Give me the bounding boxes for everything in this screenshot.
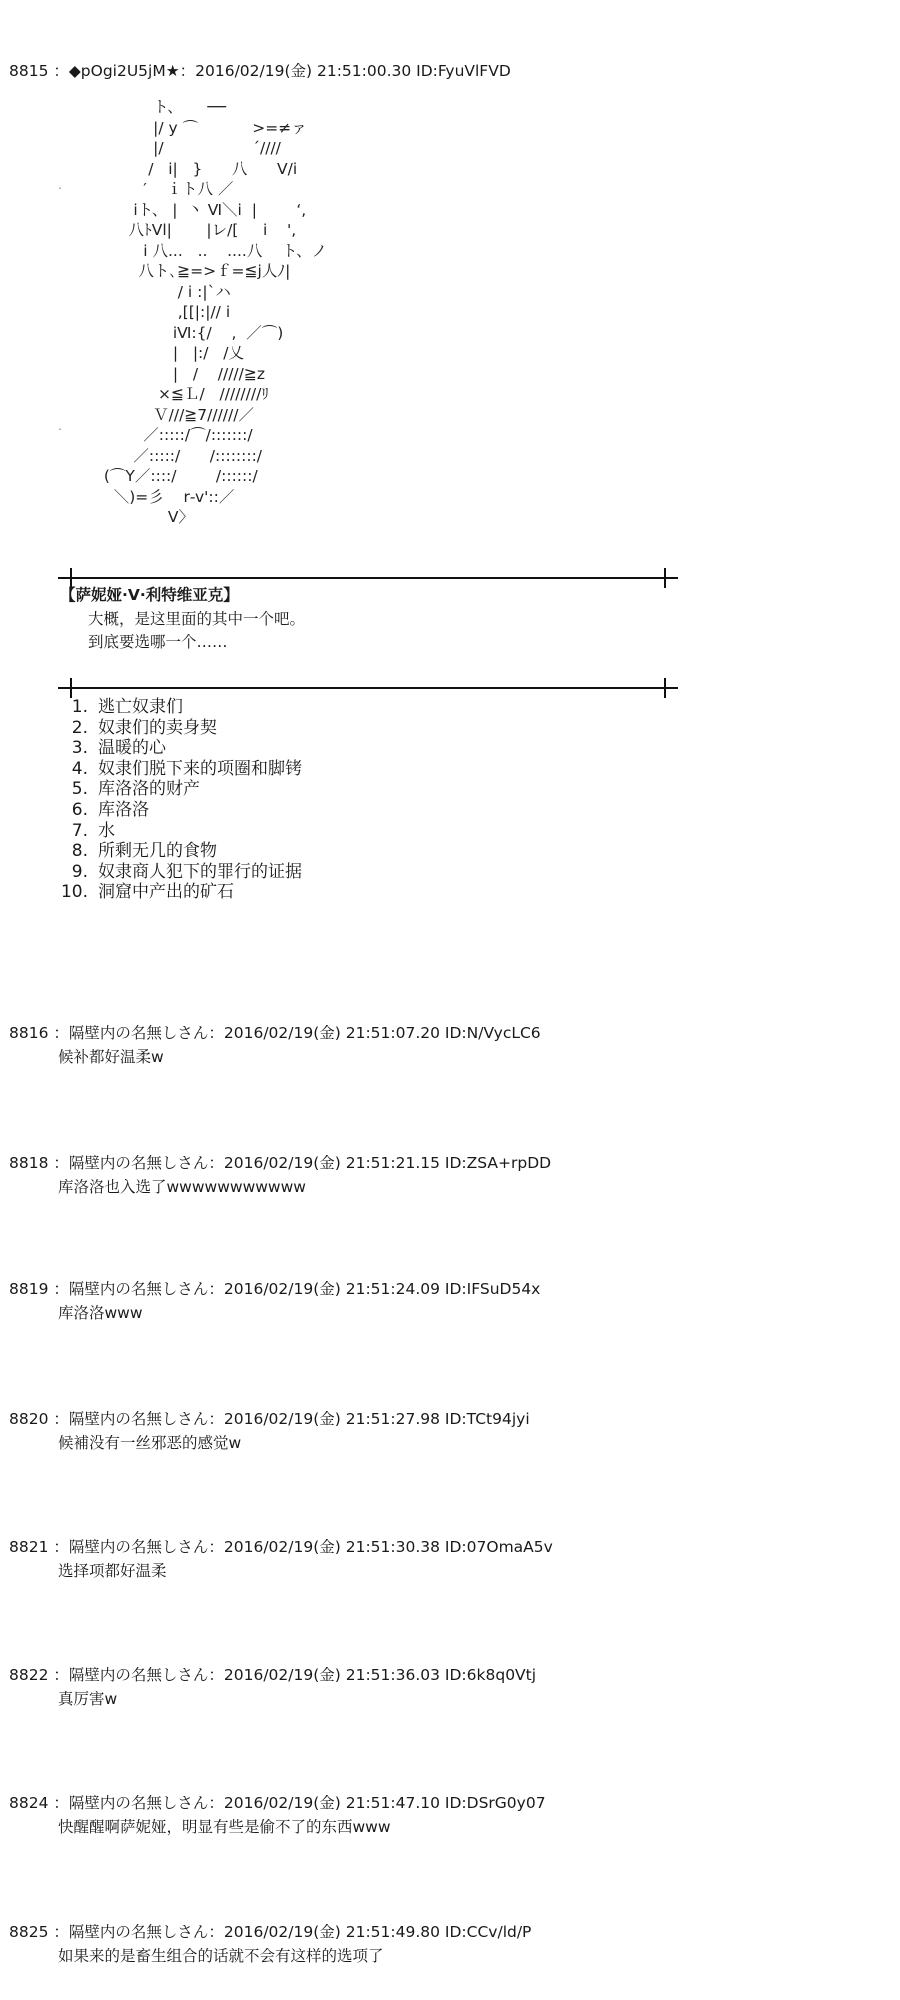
post-header-8821: 8821 ：隔壁内の名無しさん：2016/02/19(金) 21:51:30.38 ID:07OmaA5v bbox=[9, 1538, 553, 1556]
choice-item: 10. 洞窟中产出的矿石 bbox=[60, 882, 234, 903]
post-body-8824: 快醒醒啊萨妮娅，明显有些是偷不了的东西www bbox=[58, 1818, 391, 1836]
stray-dot: . bbox=[58, 419, 62, 433]
stray-dot: . bbox=[58, 178, 62, 192]
post-header-8819: 8819 ：隔壁内の名無しさん：2016/02/19(金) 21:51:24.09 ID:IFSuD54x bbox=[9, 1280, 541, 1298]
choice-item: 6. 库洛洛 bbox=[71, 799, 149, 820]
post-body-8816: 候补都好温柔w bbox=[58, 1048, 164, 1066]
post-body-8819: 库洛洛www bbox=[58, 1304, 143, 1322]
post-header-8822: 8822 ：隔壁内の名無しさん：2016/02/19(金) 21:51:36.03 ID:6k8q0Vtj bbox=[9, 1666, 537, 1684]
choice-item: 1. 逃亡奴隶们 bbox=[71, 697, 183, 717]
post-header-8815: 8815 ：◆pOgi2U5jM★：2016/02/19(金) 21:51:00.30 ID:FyuVlFVD bbox=[9, 62, 511, 80]
post-header-8818: 8818 ：隔壁内の名無しさん：2016/02/19(金) 21:51:21.15 ID:ZSA+rpDD bbox=[9, 1154, 552, 1172]
divider-bottom bbox=[58, 678, 678, 698]
post-header-8820: 8820 ：隔壁内の名無しさん：2016/02/19(金) 21:51:27.98 ID:TCt94jyi bbox=[9, 1410, 530, 1428]
speaker-name: 【萨妮娅·V·利特维亚克】 bbox=[60, 586, 239, 604]
choice-item: 2. 奴隶们的卖身契 bbox=[71, 717, 217, 738]
choice-item: 9. 奴隶商人犯下的罪行的证据 bbox=[71, 861, 302, 882]
post-header-8816: 8816 ：隔壁内の名無しさん：2016/02/19(金) 21:51:07.20 ID:N/VycLC6 bbox=[9, 1024, 541, 1042]
choice-item: 4. 奴隶们脱下来的项圈和脚铐 bbox=[71, 758, 302, 779]
ascii-art: ト、 ── |/ y ⌒ >=≠ァ |/ ´//// / i| } 八 V/i ′ ｉト八 ／ iト、 | 丶 Ⅵ＼i | ‘, 八ﾄVl| |レ/[ i ', i 八... .. ....八 ト、ノ 八ト､≧=>ｆ=≦j人ﾉ| / i :|`ハ ,[[|:|// i iⅥ:{/ , ／⌒) | |:/ /乂 | / /////≧z ×≦Ｌ/ ////////ﾘ Ｖ///≧7//////／ ／:::::/⌒/:::::::/ ／:::::/ /::::::::/ (⌒Y／::::/ /::::::/ ＼)=彡 r‐v'::／ V〉 bbox=[103, 98, 328, 526]
choice-item: 5. 库洛洛的财产 bbox=[71, 779, 200, 800]
choice-item: 8. 所剩无几的食物 bbox=[71, 841, 217, 862]
post-body-8818: 库洛洛也入选了wwwwwwwwwww bbox=[58, 1178, 306, 1196]
post-header-8825: 8825 ：隔壁内の名無しさん：2016/02/19(金) 21:51:49.80 ID:CCv/ld/P bbox=[9, 1923, 532, 1941]
dialog-line: 大概，是这里面的其中一个吧。 bbox=[88, 610, 306, 628]
post-body-8821: 选择项都好温柔 bbox=[58, 1562, 167, 1580]
choice-item: 7. 水 bbox=[71, 820, 115, 841]
choice-list bbox=[58, 697, 302, 903]
post-body-8825: 如果来的是畜生组合的话就不会有这样的选项了 bbox=[58, 1947, 384, 1965]
choice-item: 3. 温暖的心 bbox=[71, 738, 166, 759]
post-header-8824: 8824 ：隔壁内の名無しさん：2016/02/19(金) 21:51:47.10 ID:DSrG0y07 bbox=[9, 1794, 546, 1812]
post-body-8820: 候補没有一丝邪恶的感觉w bbox=[58, 1434, 242, 1452]
post-body-8822: 真厉害w bbox=[58, 1690, 118, 1708]
dialog-line: 到底要选哪一个…… bbox=[88, 633, 228, 651]
